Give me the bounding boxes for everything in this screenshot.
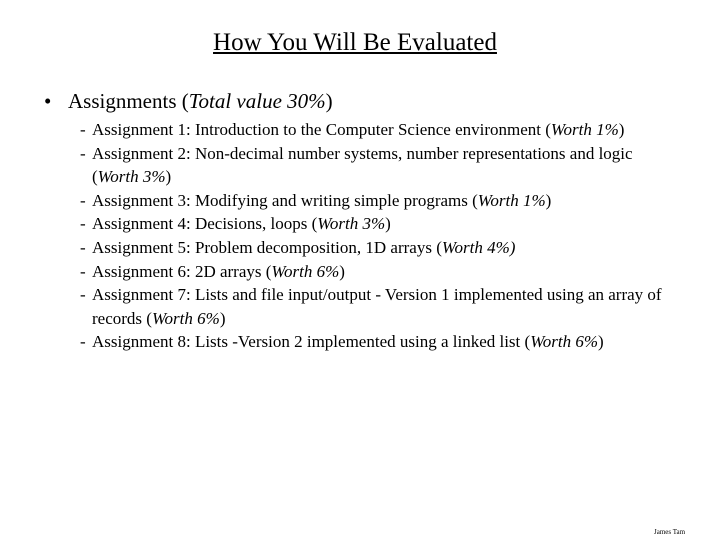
- assignment-end: ): [339, 261, 345, 281]
- assignment-text: Assignment 4: Decisions, loops (: [92, 214, 318, 234]
- assignment-item-2: [80, 142, 680, 189]
- assignment-worth: Worth 1%: [550, 120, 619, 139]
- bullet-label: Assignments (: [68, 89, 189, 113]
- assignment-end: ): [165, 167, 172, 187]
- assignment-worth: Worth 1%: [477, 190, 546, 210]
- author-footer: James Tam: [654, 528, 686, 536]
- bullet-assignments: [44, 89, 333, 114]
- assignment-worth: Worth 4%): [441, 237, 516, 257]
- assignment-text: Assignment 8: Lists -Version 2 implemented using a linked list (: [92, 332, 531, 352]
- dash-marker: -: [80, 190, 86, 210]
- assignment-item-6: [80, 260, 680, 284]
- slide-title: How You Will Be Evaluated: [213, 29, 497, 56]
- assignment-end: ): [618, 120, 625, 139]
- bullet-total-value: Total value 30%: [188, 89, 326, 113]
- bullet-symbol: •: [44, 89, 52, 113]
- assignment-text: Assignment 5: Problem decomposition, 1D arrays (: [92, 237, 442, 257]
- bullet-label-end: ): [325, 89, 333, 113]
- dash-marker: -: [80, 237, 86, 257]
- dash-marker: -: [80, 332, 86, 352]
- assignment-item-8: [80, 330, 680, 354]
- dash-marker: -: [80, 143, 86, 163]
- assignment-worth: Worth 3%: [97, 167, 166, 187]
- assignment-item-3: [80, 189, 680, 213]
- dash-marker: -: [80, 285, 86, 305]
- assignment-worth: Worth 3%: [317, 214, 386, 234]
- dash-marker: -: [80, 214, 86, 234]
- assignment-item-5: [80, 236, 680, 260]
- dash-marker: -: [80, 261, 86, 281]
- assignment-item-4: [80, 212, 680, 236]
- assignment-worth: Worth 6%: [271, 261, 340, 281]
- assignment-end: ): [598, 332, 604, 352]
- assignment-end: ): [385, 214, 391, 234]
- assignment-text: Assignment 2: Non-decimal number systems, number representations and logic (: [92, 143, 633, 187]
- assignment-text: Assignment 7: Lists and file input/output - Version 1 implemented using an array of records (: [92, 285, 662, 328]
- assignment-worth: Worth 6%: [151, 308, 220, 328]
- dash-marker: -: [80, 120, 86, 139]
- assignment-text: Assignment 1: Introduction to the Computer Science environment (: [92, 120, 551, 139]
- assignment-end: ): [219, 308, 226, 328]
- assignment-item-1: [80, 118, 680, 142]
- assignment-text: Assignment 3: Modifying and writing simple programs (: [92, 190, 478, 210]
- assignment-end: ): [545, 190, 552, 210]
- assignment-text: Assignment 6: 2D arrays (: [92, 261, 272, 281]
- assignment-worth: Worth 6%: [530, 332, 599, 352]
- assignment-item-7: [80, 283, 680, 330]
- assignment-list: [80, 118, 680, 354]
